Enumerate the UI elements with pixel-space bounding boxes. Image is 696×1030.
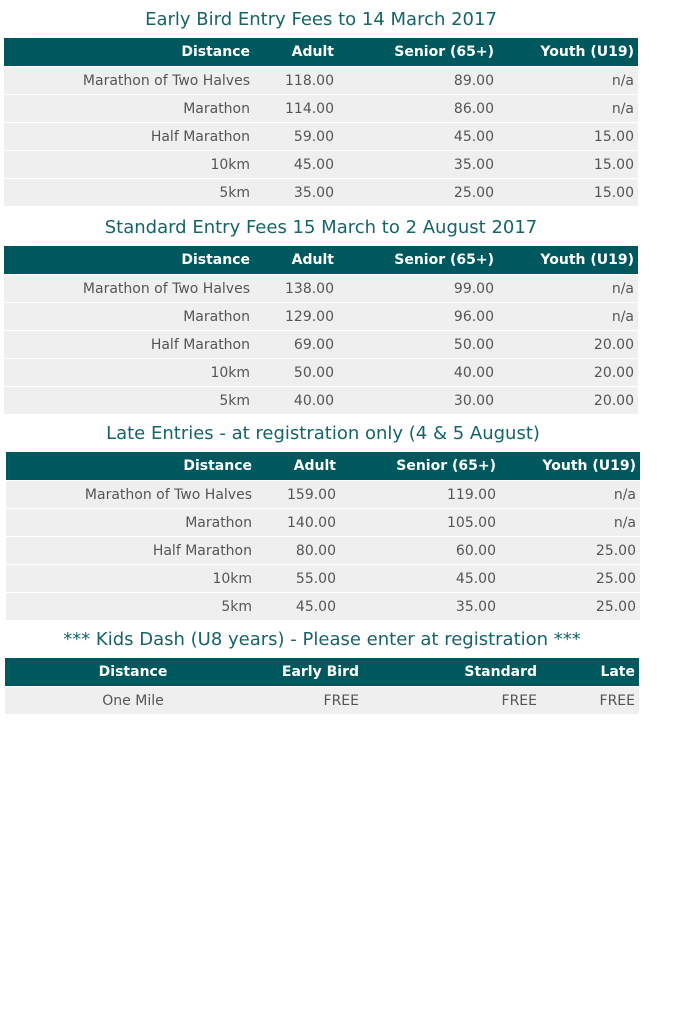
table-cell: 20.00 xyxy=(498,359,638,387)
table-row xyxy=(4,331,638,359)
table-cell: Marathon xyxy=(4,95,254,123)
table-cell: FREE xyxy=(363,687,541,715)
table-cell: 118.00 xyxy=(254,67,338,95)
table-cell: 114.00 xyxy=(254,95,338,123)
table-row xyxy=(6,537,640,565)
table-row xyxy=(4,179,638,207)
column-header: Distance xyxy=(5,658,261,687)
table-row xyxy=(4,359,638,387)
table-cell: 20.00 xyxy=(498,331,638,359)
late-entries-title: Late Entries - at registration only (4 & 5 August) xyxy=(106,423,540,444)
column-header: Late xyxy=(541,658,639,687)
table-cell: 80.00 xyxy=(256,537,340,565)
table-row xyxy=(4,151,638,179)
table-row xyxy=(6,565,640,593)
table-cell: 30.00 xyxy=(338,387,498,415)
column-header: Youth (U19) xyxy=(498,246,638,275)
table-cell: 15.00 xyxy=(498,151,638,179)
table-cell: 119.00 xyxy=(340,481,500,509)
table-cell: 25.00 xyxy=(338,179,498,207)
table-row xyxy=(4,275,638,303)
table-cell: n/a xyxy=(498,275,638,303)
table-row xyxy=(6,593,640,621)
table-cell: n/a xyxy=(500,509,640,537)
table-row xyxy=(5,687,639,715)
column-header: Adult xyxy=(256,452,340,481)
table-row xyxy=(4,123,638,151)
table-cell: n/a xyxy=(498,67,638,95)
table-cell: 129.00 xyxy=(254,303,338,331)
table-header-row xyxy=(4,246,638,275)
table-cell: 25.00 xyxy=(500,565,640,593)
column-header: Distance xyxy=(4,38,254,67)
table-header-row xyxy=(4,38,638,67)
standard-fees-table xyxy=(4,246,638,414)
standard-section xyxy=(4,210,638,414)
table-cell: 45.00 xyxy=(254,151,338,179)
table-cell: One Mile xyxy=(5,687,261,715)
table-cell: 96.00 xyxy=(338,303,498,331)
table-cell: 35.00 xyxy=(340,593,500,621)
column-header: Senior (65+) xyxy=(338,246,498,275)
table-cell: 40.00 xyxy=(254,387,338,415)
table-row xyxy=(4,95,638,123)
late-entries-section xyxy=(6,416,640,620)
table-cell: 89.00 xyxy=(338,67,498,95)
table-cell: 55.00 xyxy=(256,565,340,593)
table-cell: Marathon of Two Halves xyxy=(4,275,254,303)
table-header-row xyxy=(5,658,639,687)
early-bird-fees-table xyxy=(4,38,638,206)
column-header: Distance xyxy=(4,246,254,275)
table-cell: FREE xyxy=(541,687,639,715)
table-cell: 5km xyxy=(4,179,254,207)
table-cell: 138.00 xyxy=(254,275,338,303)
table-cell: Marathon xyxy=(4,303,254,331)
table-cell: Half Marathon xyxy=(6,537,256,565)
table-cell: 20.00 xyxy=(498,387,638,415)
table-cell: FREE xyxy=(261,687,363,715)
table-cell: 35.00 xyxy=(338,151,498,179)
table-cell: 10km xyxy=(6,565,256,593)
table-cell: 40.00 xyxy=(338,359,498,387)
table-cell: 140.00 xyxy=(256,509,340,537)
table-cell: 25.00 xyxy=(500,593,640,621)
standard-title: Standard Entry Fees 15 March to 2 August 2017 xyxy=(104,217,538,238)
column-header: Distance xyxy=(6,452,256,481)
table-cell: 25.00 xyxy=(500,537,640,565)
table-cell: 159.00 xyxy=(256,481,340,509)
table-cell: 99.00 xyxy=(338,275,498,303)
table-row xyxy=(6,481,640,509)
late-entries-fees-table xyxy=(6,452,640,620)
table-cell: 50.00 xyxy=(254,359,338,387)
table-cell: Marathon of Two Halves xyxy=(6,481,256,509)
column-header: Early Bird xyxy=(261,658,363,687)
table-cell: 45.00 xyxy=(256,593,340,621)
column-header: Standard xyxy=(363,658,541,687)
table-cell: 59.00 xyxy=(254,123,338,151)
column-header: Senior (65+) xyxy=(338,38,498,67)
table-row xyxy=(4,303,638,331)
table-cell: 45.00 xyxy=(338,123,498,151)
table-cell: 10km xyxy=(4,359,254,387)
table-cell: 105.00 xyxy=(340,509,500,537)
table-row xyxy=(6,509,640,537)
column-header: Youth (U19) xyxy=(498,38,638,67)
table-row xyxy=(4,387,638,415)
early-bird-title: Early Bird Entry Fees to 14 March 2017 xyxy=(145,9,497,30)
table-cell: Half Marathon xyxy=(4,123,254,151)
table-cell: 60.00 xyxy=(340,537,500,565)
table-cell: 35.00 xyxy=(254,179,338,207)
table-cell: Marathon xyxy=(6,509,256,537)
column-header: Senior (65+) xyxy=(340,452,500,481)
column-header: Youth (U19) xyxy=(500,452,640,481)
table-header-row xyxy=(6,452,640,481)
table-cell: Marathon of Two Halves xyxy=(4,67,254,95)
table-cell: 86.00 xyxy=(338,95,498,123)
table-cell: 50.00 xyxy=(338,331,498,359)
kids-dash-fees-table xyxy=(5,658,639,714)
table-cell: 69.00 xyxy=(254,331,338,359)
column-header: Adult xyxy=(254,246,338,275)
table-cell: 5km xyxy=(6,593,256,621)
early-bird-section xyxy=(4,2,638,206)
table-cell: 15.00 xyxy=(498,179,638,207)
table-cell: 15.00 xyxy=(498,123,638,151)
table-cell: 10km xyxy=(4,151,254,179)
table-cell: n/a xyxy=(498,303,638,331)
table-cell: 45.00 xyxy=(340,565,500,593)
table-cell: n/a xyxy=(500,481,640,509)
table-cell: n/a xyxy=(498,95,638,123)
table-cell: 5km xyxy=(4,387,254,415)
table-row xyxy=(4,67,638,95)
column-header: Adult xyxy=(254,38,338,67)
kids-dash-section xyxy=(5,622,639,714)
kids-dash-title: *** Kids Dash (U8 years) - Please enter at registration *** xyxy=(63,629,581,650)
table-cell: Half Marathon xyxy=(4,331,254,359)
